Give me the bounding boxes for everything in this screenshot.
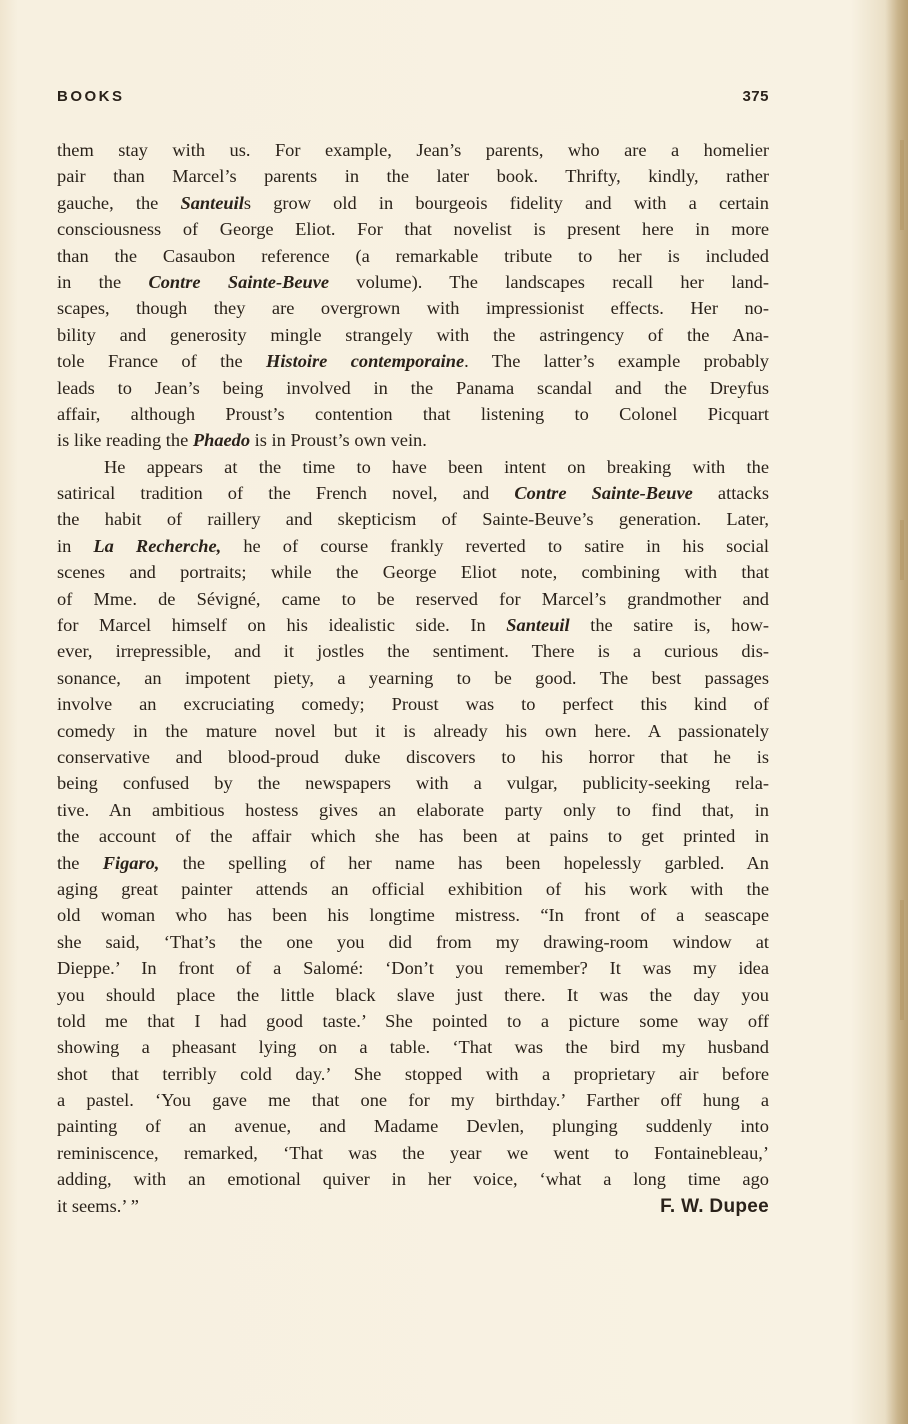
text-line: affair, although Proust’s contention that listening to Colonel Picquart (57, 403, 769, 424)
text-line: sonance, an impotent piety, a yearning to be good. The best passages (57, 667, 769, 688)
page-edge-mark (900, 140, 904, 230)
text-line: for Marcel himself on his idealistic side. In Santeuil the satire is, how- (57, 615, 769, 636)
text-line: of Mme. de Sévigné, came to be reserved for Marcel’s grandmother and (57, 588, 769, 609)
text-line: being confused by the newspapers with a vulgar, publicity-seeking rela- (57, 773, 769, 794)
text-line: is like reading the Phaedo is in Proust’s own vein. (57, 430, 427, 451)
author-signature: F. W. Dupee (660, 1195, 769, 1217)
text-line: than the Casaubon reference (a remarkable tribute to her is included (57, 245, 769, 266)
page-number: 375 (742, 88, 769, 105)
text-line: comedy in the mature novel but it is already his own here. A passionately (57, 720, 769, 741)
page-edge-mark (900, 900, 904, 1020)
text-line: in La Recherche, he of course frankly reverted to satire in his social (57, 535, 769, 556)
text-line: it seems.’ ” (57, 1195, 139, 1216)
text-line: a pastel. ‘You gave me that one for my birthday.’ Farther off hung a (57, 1090, 769, 1111)
text-line: in the Contre Sainte-Beuve volume). The landscapes recall her land- (57, 271, 770, 292)
text-line: conservative and blood-proud duke discovers to his horror that he is (57, 746, 769, 767)
text-line: ever, irrepressible, and it jostles the sentiment. There is a curious dis- (57, 641, 769, 662)
text-line: pair than Marcel’s parents in the later book. Thrifty, kindly, rather (57, 166, 769, 187)
text-line: scapes, though they are overgrown with impressionist effects. Her no- (57, 298, 769, 319)
text-line: aging great painter attends an official exhibition of his work with the (57, 878, 769, 899)
section-title: BOOKS (57, 88, 125, 105)
text-line: scenes and portraits; while the George Eliot note, combining with that (57, 562, 769, 583)
text-line: the account of the affair which she has been at pains to get printed in (57, 826, 769, 847)
text-line: consciousness of George Eliot. For that novelist is present here in more (57, 219, 769, 240)
text-line: painting of an avenue, and Madame Devlen, plunging suddenly into (57, 1116, 769, 1137)
text-line: old woman who has been his longtime mistress. “In front of a seascape (57, 905, 769, 926)
text-line: shot that terribly cold day.’ She stopped with a proprietary air before (57, 1063, 769, 1084)
text-line: adding, with an emotional quiver in her voice, ‘what a long time ago (57, 1169, 769, 1190)
running-head (57, 88, 769, 110)
text-line: satirical tradition of the French novel, and Contre Sainte-Beuve attacks (57, 483, 769, 504)
text-line: told me that I had good taste.’ She pointed to a picture some way off (57, 1010, 769, 1031)
text-line: gauche, the Santeuils grow old in bourgeois fidelity and with a certain (57, 192, 769, 213)
text-line: them stay with us. For example, Jean’s parents, who are a homelier (57, 140, 769, 160)
text-line: leads to Jean’s being involved in the Panama scandal and the Dreyfus (57, 377, 769, 398)
text-line: she said, ‘That’s the one you did from my drawing-room window at (57, 931, 769, 952)
body-text (57, 137, 769, 1219)
text-line: bility and generosity mingle strangely with the astringency of the Ana- (57, 324, 769, 345)
text-line: reminiscence, remarked, ‘That was the year we went to Fontainebleau,’ (57, 1142, 769, 1163)
page-edge-mark (900, 520, 904, 580)
text-line: the Figaro, the spelling of her name has been hopelessly garbled. An (57, 852, 769, 873)
closing-line (57, 1193, 769, 1219)
text-line: showing a pheasant lying on a table. ‘That was the bird my husband (57, 1037, 769, 1058)
text-line: the habit of raillery and skepticism of Sainte-Beuve’s generation. Later, (57, 509, 769, 530)
text-line: Dieppe.’ In front of a Salomé: ‘Don’t you remember? It was my idea (57, 958, 769, 979)
text-line: involve an excruciating comedy; Proust was to perfect this kind of (57, 694, 769, 715)
text-line: you should place the little black slave just there. It was the day you (57, 984, 769, 1005)
text-line: He appears at the time to have been intent on breaking with the (104, 456, 769, 477)
text-line: tive. An ambitious hostess gives an elaborate party only to find that, in (57, 799, 769, 820)
text-line: tole France of the Histoire contemporaine. The latter’s example probably (57, 351, 770, 372)
